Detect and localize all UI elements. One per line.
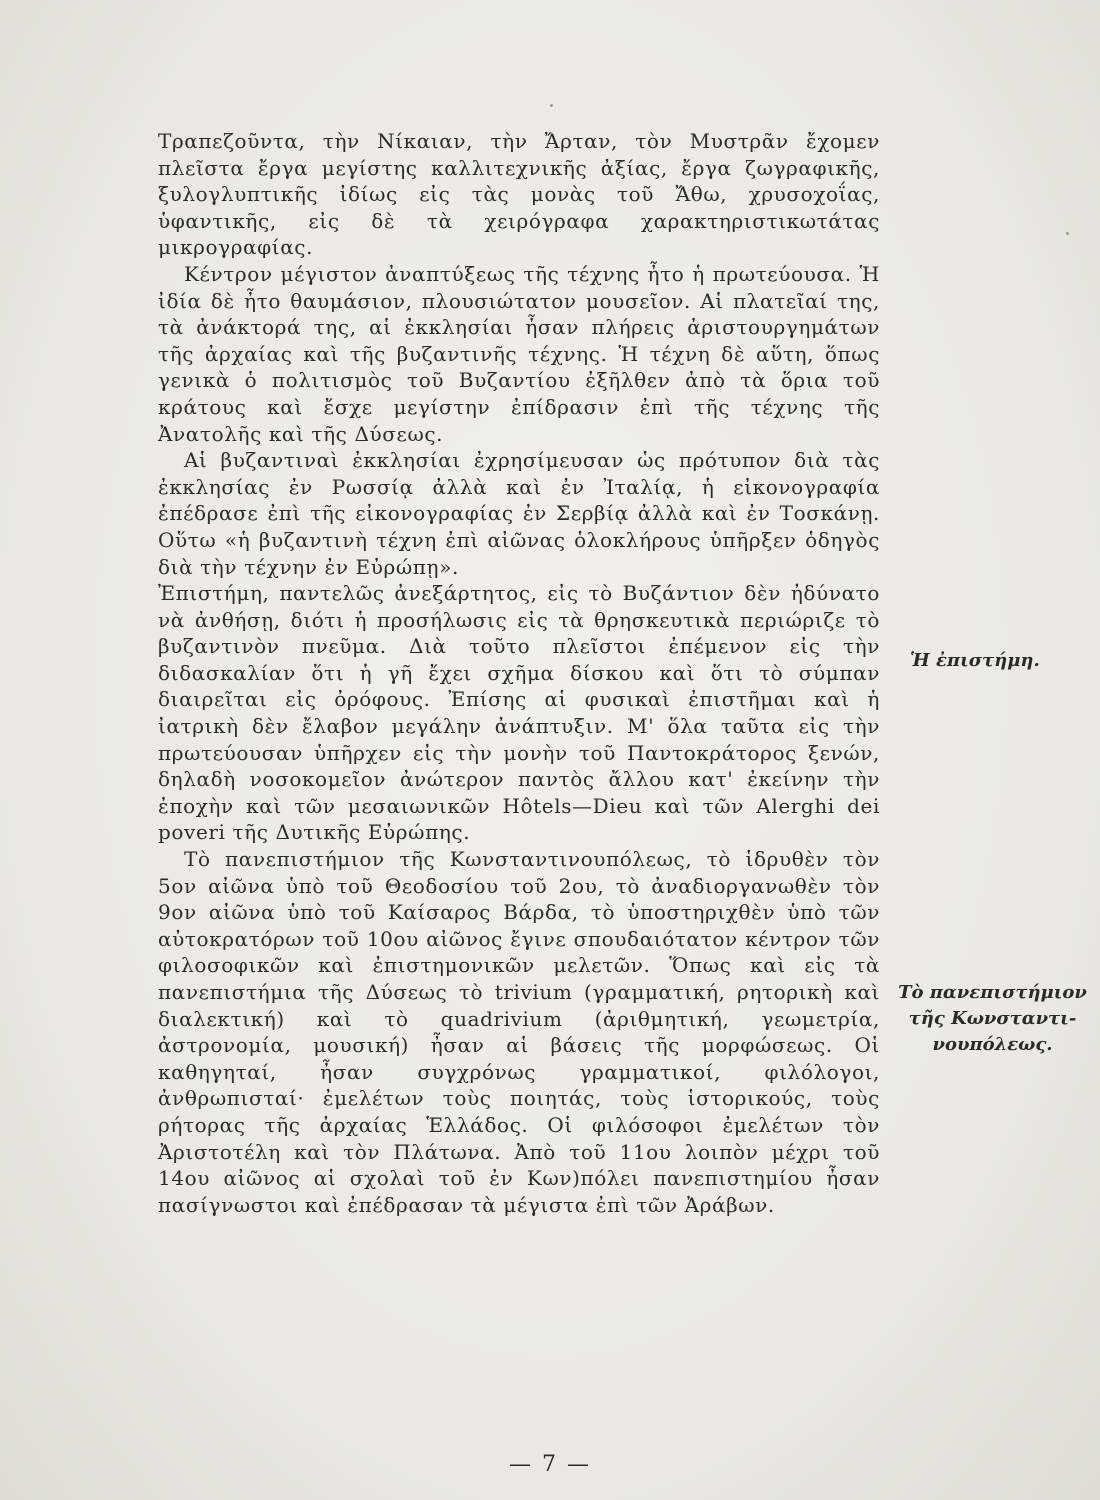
paragraph-2: Κέντρον μέγιστον ἀναπτύξεως τῆς τέχνης ἦτο ἡ πρωτεύουσα. Ἡ ἰδία δὲ ἦτο θαυμάσιον, πλουσιώτατον μουσεῖον. Αἱ πλατεῖαί της, τὰ ἀνάκτορά της, αἱ ἐκκλησίαι ἦσαν πλήρεις ἀριστουργημάτων τῆς ἀρχαίας καὶ τῆς βυζαντινῆς τέχνης. Ἡ τέχνη δὲ αὕτη, ὅπως γενικὰ ὁ πολιτισμὸς τοῦ Βυζαντίου ἐξῆλθεν ἀπὸ τὰ ὅρια τοῦ κράτους καὶ ἔσχε μεγίστην ἐπίδρασιν ἐπὶ τῆς τέχνης τῆς Ἀνατολῆς καὶ τῆς Δύσεως. bbox=[158, 261, 880, 446]
paper-speck bbox=[1066, 232, 1069, 235]
paper-speck bbox=[550, 104, 553, 107]
margin-note-university-line: τῆς Κωνσταντι- bbox=[908, 1008, 1077, 1029]
paragraph-4: Ἐπιστήμη, παντελῶς ἀνεξάρτητος, εἰς τὸ Βυζάντιον δὲν ἠδύνατο νὰ ἀνθήσῃ, διότι ἡ προσήλωσις εἰς τὰ θρησκευτικὰ περιώριζε τὸ βυζαντινὸν πνεῦμα. Διὰ τοῦτο πλεῖστοι ἐπέμενον εἰς τὴν διδασκαλίαν ὅτι ἡ γῆ ἔχει σχῆμα δίσκου καὶ ὅτι τὸ σύμπαν διαιρεῖται εἰς ὀρόφους. Ἐπίσης αἱ φυσικαὶ ἐπιστῆμαι καὶ ἡ ἰατρικὴ δὲν ἔλαβον μεγάλην ἀνάπτυξιν. Μ' ὅλα ταῦτα εἰς τὴν πρωτεύουσαν ὑπῆρχεν εἰς τὴν μονὴν τοῦ Παντοκράτορος ξενών, δηλαδὴ νοσοκομεῖον ἀνώτερον παντὸς ἄλλου κατ' ἐκείνην τὴν ἐποχὴν καὶ τῶν μεσαιωνικῶν Hôtels—Dieu καὶ τῶν Alerghi dei poveri τῆς Δυτικῆς Εὐρώπης. bbox=[158, 581, 880, 845]
margin-note-university bbox=[885, 980, 1100, 1058]
body-text bbox=[158, 128, 880, 1218]
paragraph-3: Αἱ βυζαντιναὶ ἐκκλησίαι ἐχρησίμευσαν ὡς πρότυπον διὰ τὰς ἐκκλησίας ἐν Ρωσσίᾳ ἀλλὰ καὶ ἐν Ἰταλίᾳ, ἡ εἰκονογραφία ἐπέδρασε ἐπὶ τῆς εἰκονογραφίας ἐν Σερβίᾳ ἀλλὰ καὶ ἐν Τοσκάνῃ. Οὕτω «ἡ βυζαντινὴ τέχνη ἐπὶ αἰῶνας ὁλοκλήρους ὑπῆρξεν ὁδηγὸς διὰ τὴν τέχνην ἐν Εὐρώπῃ». bbox=[158, 448, 880, 579]
margin-note-science bbox=[910, 648, 1080, 674]
margin-note-university-line: νουπόλεως. bbox=[932, 1034, 1053, 1055]
page-number: — 7 — bbox=[509, 1452, 591, 1477]
paragraph-5: Τὸ πανεπιστήμιον τῆς Κωνσταντινουπόλεως, τὸ ἱδρυθὲν τὸν 5ον αἰῶνα ὑπὸ τοῦ Θεοδοσίου τοῦ 2ου, τὸ ἀναδιοργανωθὲν τὸν 9ον αἰῶνα ὑπὸ τοῦ Καίσαρος Βάρδα, τὸ ὑποστηριχθὲν ὑπὸ τῶν αὐτοκρατόρων τοῦ 10ου αἰῶνος ἔγινε σπουδαιότατον κέντρον τῶν φιλοσοφικῶν καὶ ἐπιστημονικῶν μελετῶν. Ὅπως καὶ εἰς τὰ πανεπιστήμια τῆς Δύσεως τὸ trivium (γραμματική, ρητορικὴ καὶ διαλεκτική) καὶ τὸ quadrivium (ἀριθμητική, γεωμετρία, ἀστρονομία, μουσική) ἦσαν αἱ βάσεις τῆς μορφώσεως. Οἱ καθηγηταί, ἦσαν συγχρόνως γραμματικοί, φιλόλογοι, ἀνθρωπισταί· ἐμελέτων τοὺς ποιητάς, τοὺς ἱστορικούς, τοὺς ρήτορας τῆς ἀρχαίας Ἑλλάδος. Οἱ φιλόσοφοι ἐμελέτων τὸν Ἀριστοτέλη καὶ τὸν Πλάτωνα. Ἀπὸ τοῦ 11ου λοιπὸν μέχρι τοῦ 14ου αἰῶνος αἱ σχολαὶ τοῦ ἐν Κων)πόλει πανεπιστημίου ἦσαν πασίγνωστοι καὶ ἐπέδρασαν τὰ μέγιστα ἐπὶ τῶν Ἀράβων. bbox=[158, 847, 880, 1217]
margin-note-science-text: Ἡ ἐπιστήμη. bbox=[910, 650, 1040, 671]
margin-note-university-line: Τὸ πανεπιστήμιον bbox=[898, 982, 1087, 1003]
paragraph-1: Τραπεζοῦντα, τὴν Νίκαιαν, τὴν Ἄρταν, τὸν Μυστρᾶν ἔχομεν πλεῖστα ἔργα μεγίστης καλλιτεχνικῆς ἀξίας, ἔργα ζωγραφικῆς, ξυλογλυπτικῆς ἰδίως εἰς τὰς μονὰς τοῦ Ἄθω, χρυσοχοΐας, ὑφαντικῆς, εἰς δὲ τὰ χειρόγραφα χαρακτηριστικωτάτας μικρογραφίας. bbox=[158, 129, 880, 260]
